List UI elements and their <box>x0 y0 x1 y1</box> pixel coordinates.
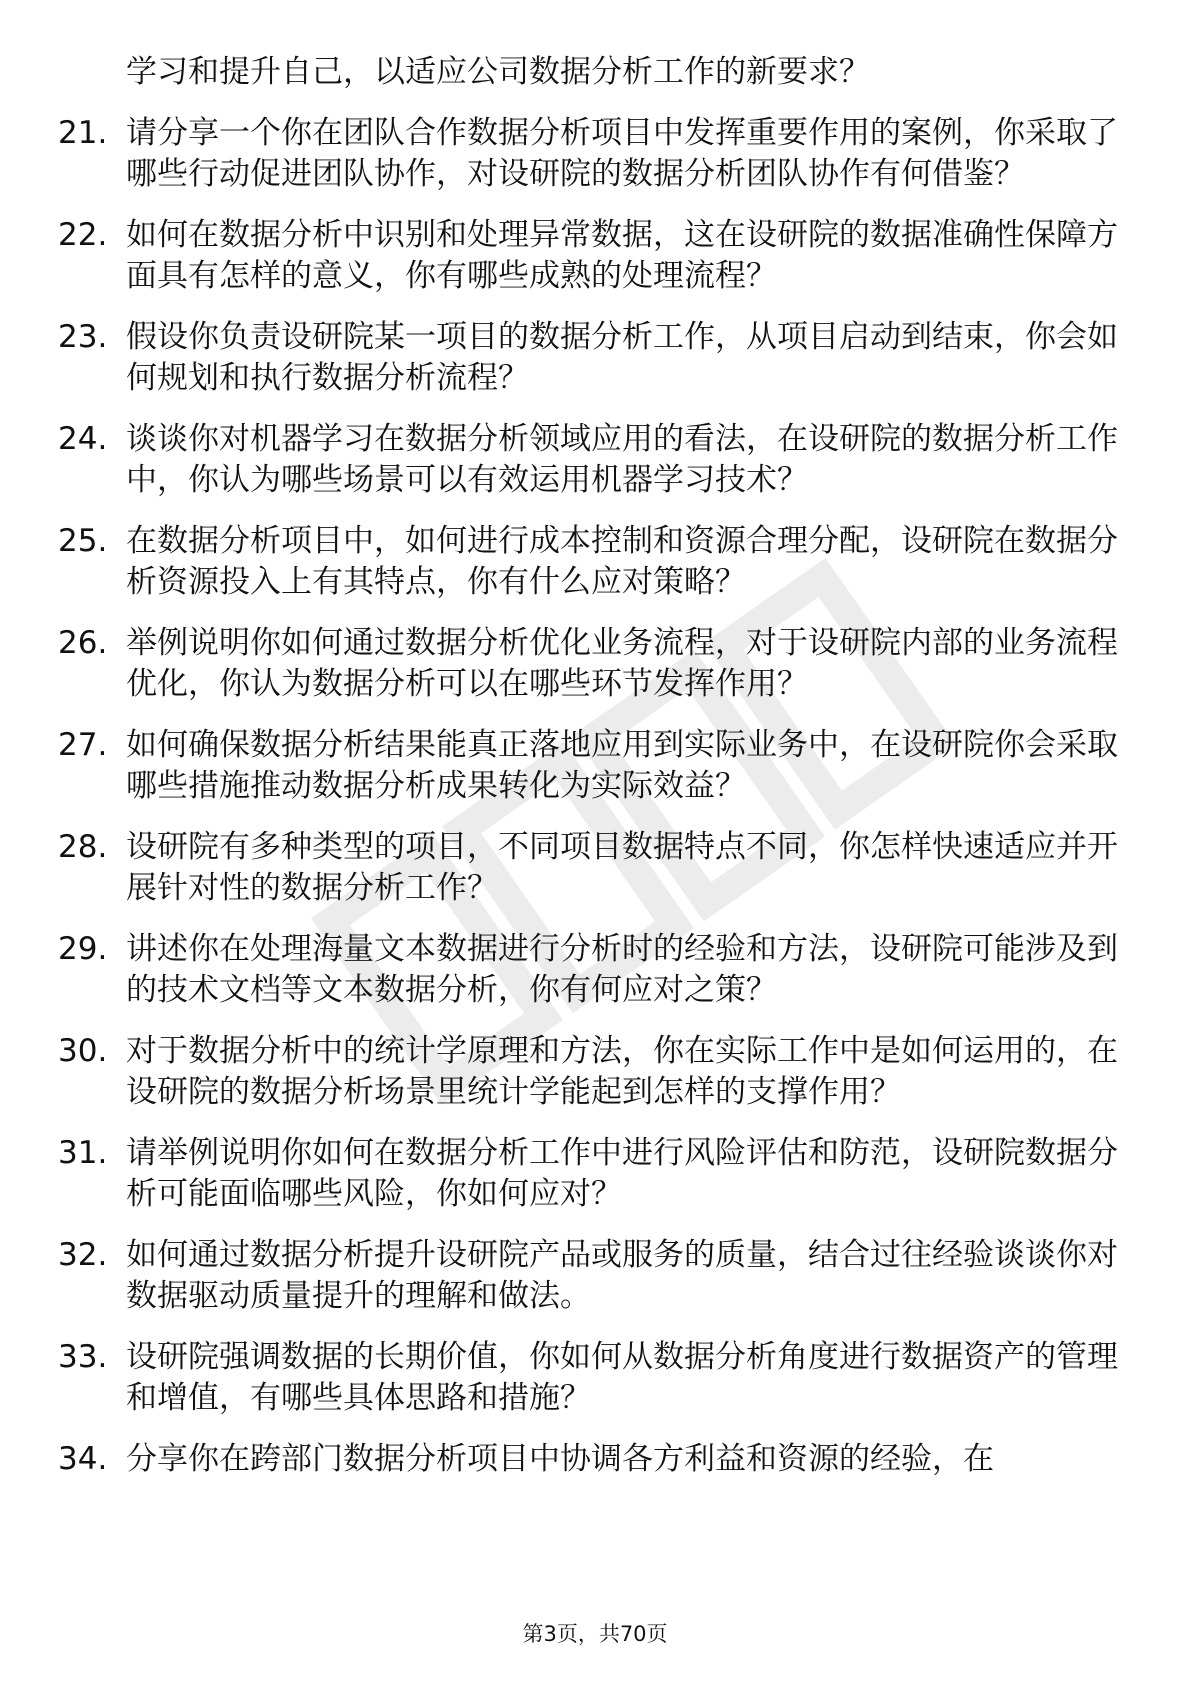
list-item <box>58 827 1130 909</box>
item-number: 31. <box>58 1135 108 1171</box>
item-number: 22. <box>58 217 108 253</box>
list-item <box>58 317 1130 399</box>
list-item <box>58 929 1130 1011</box>
continued-text: 学习和提升自己，以适应公司数据分析工作的新要求？ <box>126 54 870 90</box>
item-number: 26. <box>58 625 108 661</box>
item-number: 30. <box>58 1033 108 1069</box>
list-item <box>58 113 1130 195</box>
item-number: 24. <box>58 421 108 457</box>
item-number: 28. <box>58 829 108 865</box>
item-text: 如何在数据分析中识别和处理异常数据，这在设研院的数据准确性保障方面具有怎样的意义，你有哪些成熟的处理流程？ <box>126 217 1118 294</box>
list-item <box>58 215 1130 297</box>
item-text: 如何确保数据分析结果能真正落地应用到实际业务中，在设研院你会采取哪些措施推动数据分析成果转化为实际效益？ <box>126 727 1118 804</box>
list-item <box>58 1133 1130 1215</box>
page-number-footer: 第3页，共70页 <box>522 1622 668 1646</box>
item-text: 假设你负责设研院某一项目的数据分析工作，从项目启动到结束，你会如何规划和执行数据分析流程？ <box>126 319 1118 396</box>
question-list <box>58 52 1130 1500</box>
list-item <box>58 521 1130 603</box>
list-item <box>58 725 1130 807</box>
item-number: 23. <box>58 319 108 355</box>
list-item <box>58 1031 1130 1113</box>
item-text: 讲述你在处理海量文本数据进行分析时的经验和方法，设研院可能涉及到的技术文档等文本数据分析，你有何应对之策？ <box>126 931 1118 1008</box>
item-text: 如何通过数据分析提升设研院产品或服务的质量，结合过往经验谈谈你对数据驱动质量提升的理解和做法。 <box>126 1237 1118 1314</box>
list-item <box>58 1439 1130 1480</box>
item-number: 21. <box>58 115 108 151</box>
list-item <box>58 1337 1130 1419</box>
item-text: 在数据分析项目中，如何进行成本控制和资源合理分配，设研院在数据分析资源投入上有其特点，你有什么应对策略？ <box>126 523 1118 600</box>
list-item <box>58 419 1130 501</box>
item-number: 34. <box>58 1441 108 1477</box>
item-text: 对于数据分析中的统计学原理和方法，你在实际工作中是如何运用的，在设研院的数据分析场景里统计学能起到怎样的支撑作用？ <box>126 1033 1118 1110</box>
item-text: 谈谈你对机器学习在数据分析领域应用的看法，在设研院的数据分析工作中，你认为哪些场景可以有效运用机器学习技术？ <box>126 421 1118 498</box>
item-number: 29. <box>58 931 108 967</box>
item-number: 33. <box>58 1339 108 1375</box>
item-text: 举例说明你如何通过数据分析优化业务流程，对于设研院内部的业务流程优化，你认为数据分析可以在哪些环节发挥作用？ <box>126 625 1118 702</box>
list-item <box>58 1235 1130 1317</box>
item-text: 设研院强调数据的长期价值，你如何从数据分析角度进行数据资产的管理和增值，有哪些具体思路和措施？ <box>126 1339 1118 1416</box>
item-text: 分享你在跨部门数据分析项目中协调各方利益和资源的经验，在 <box>126 1441 994 1477</box>
item-text: 请分享一个你在团队合作数据分析项目中发挥重要作用的案例，你采取了哪些行动促进团队协作，对设研院的数据分析团队协作有何借鉴？ <box>126 115 1118 192</box>
item-text: 请举例说明你如何在数据分析工作中进行风险评估和防范，设研院数据分析可能面临哪些风险，你如何应对？ <box>126 1135 1118 1212</box>
list-item <box>58 623 1130 705</box>
item-number: 32. <box>58 1237 108 1273</box>
item-number: 25. <box>58 523 108 559</box>
item-number: 27. <box>58 727 108 763</box>
item-text: 设研院有多种类型的项目，不同项目数据特点不同，你怎样快速适应并开展针对性的数据分析工作？ <box>126 829 1118 906</box>
